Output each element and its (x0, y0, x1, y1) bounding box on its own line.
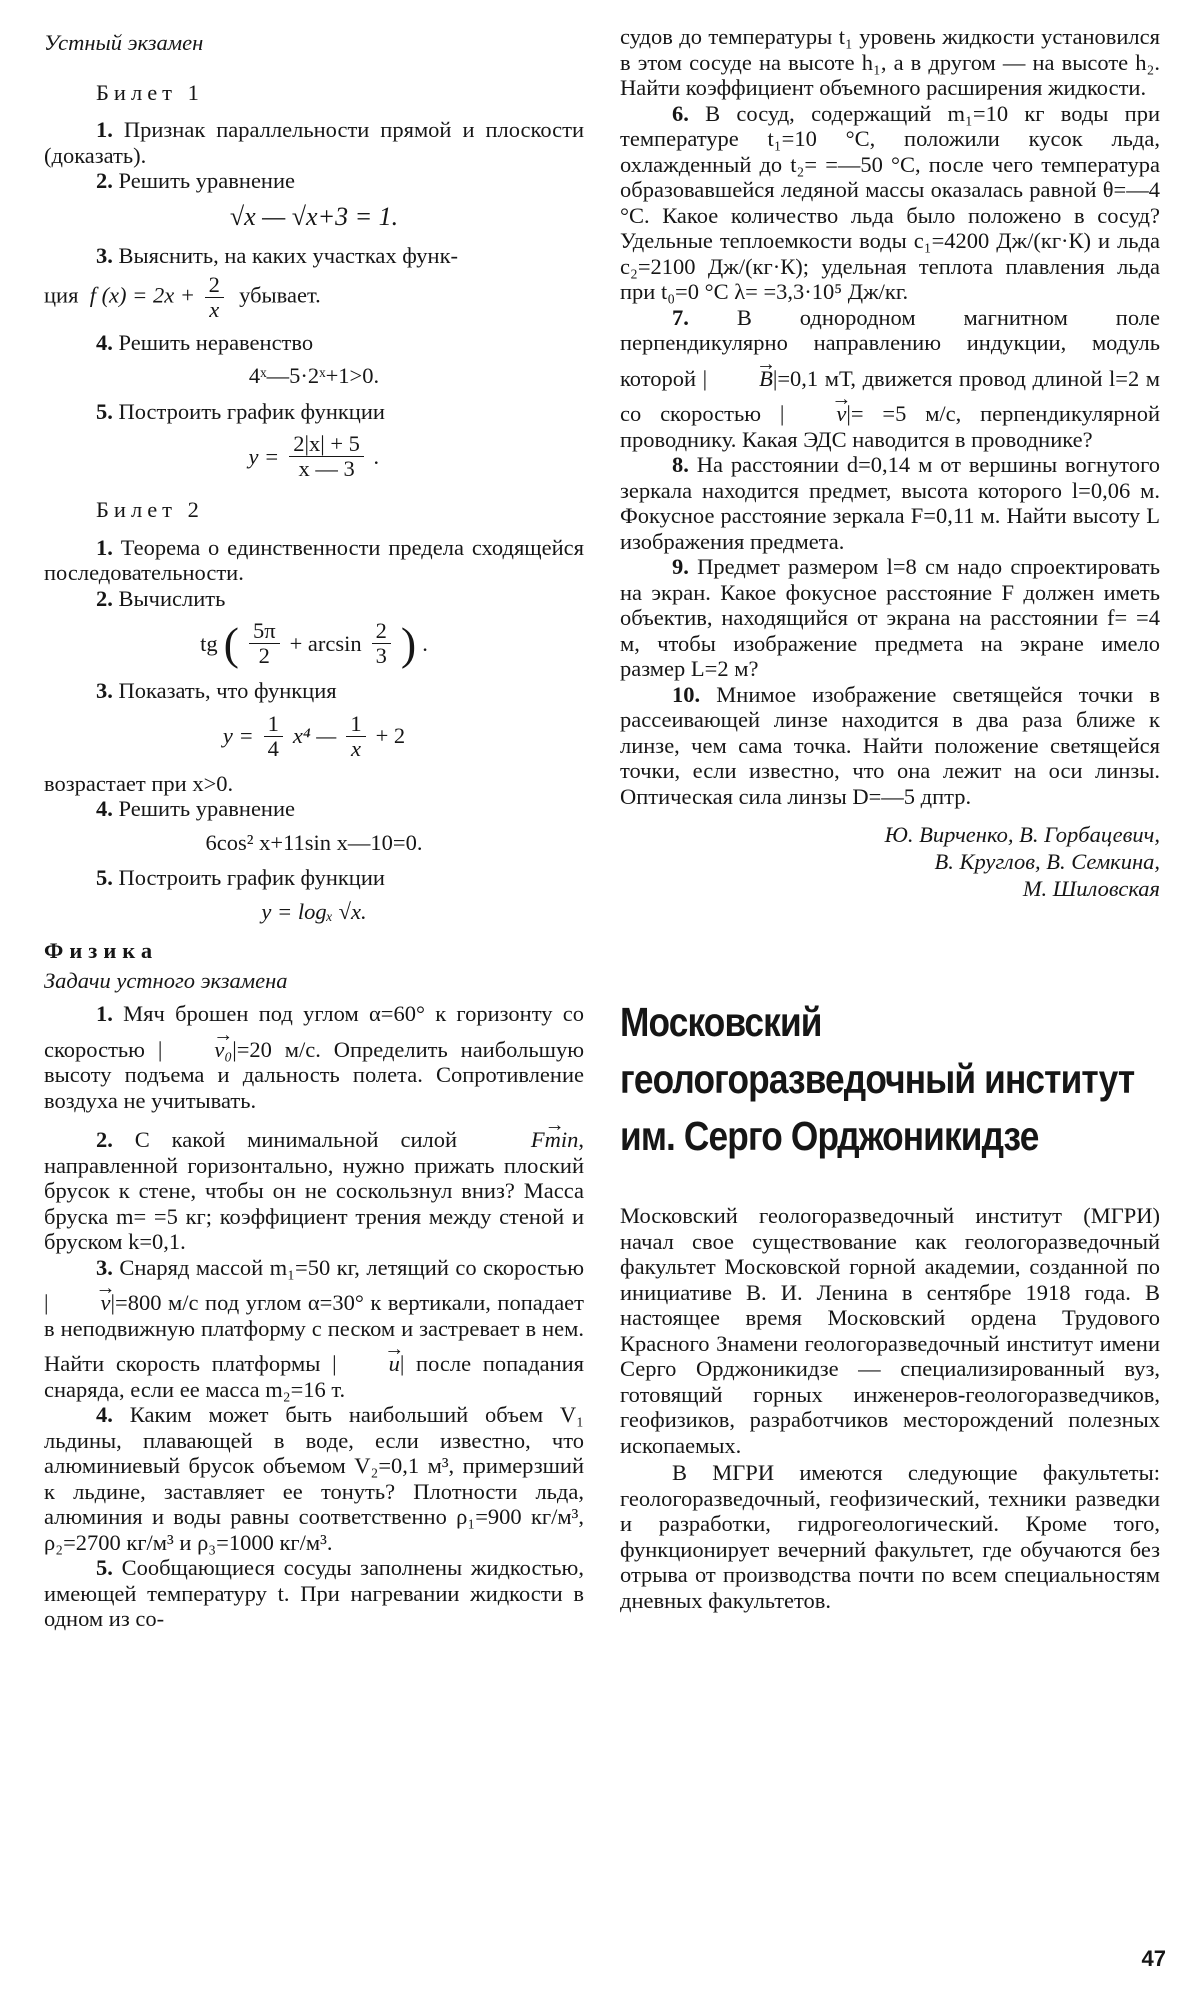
ticket1-item-3: 3. Выяснить, на каких участках функ- (96, 243, 459, 268)
ticket2-function: y = $\frac{1}{4}$ x⁴ — $\frac{1}{x}$ + 2 (222, 710, 406, 761)
ticket2-item-4: 4. Решить уравнение (96, 796, 295, 821)
ticket2-equation: 6cos² x+11sin x—10=0. (205, 829, 423, 855)
physics-problem-8: 8. На расстоянии d=0,14 м от вершины вогнутого зеркала находится предмет, высота которого l=0,06 м. Фокусное расстояние зеркала F=0,11 м. Найти высоту L изображения предмета. (620, 452, 1161, 554)
ticket1-inequality: 4ˣ—5·2ˣ+1>0. (248, 363, 380, 388)
ticket2-item-3: 3. Показать, что функция (96, 678, 337, 703)
ticket1-item-3-cont: ция f (x) = 2x + $\frac{2}{x}$ убывает. (44, 271, 321, 322)
right-column (620, 24, 1160, 1613)
ticket1-item-2: 2. Решить уравнение (96, 168, 295, 193)
ticket2-item-2: 2. Вычислить (96, 585, 226, 611)
ticket1-equation: √x — √x+3 = 1. (229, 201, 399, 231)
physics-problem-3: 3. Снаряд массой m₁=50 кг, летящий со скоростью |→ v|=800 м/с под углом α=30° к вертикали, попадает в неподвижную платформу с песком и застревает в нем. Найти скорость платформы |→ u| после попадания снаряда, если ее масса m₂=16 т. (44, 1255, 584, 1403)
ticket1-item-4: 4. Решить неравенство (96, 329, 314, 355)
ticket2-log-function: y = logₓ √x. (261, 898, 367, 924)
physics-heading: Физика (44, 938, 159, 963)
physics-problem-5-cont: судов до температуры t₁ уровень жидкости установился в этом сосуде на высоте h₁, а в другом — на высоте h₂. Найти коэффициент объемного расширения жидкости. (620, 24, 1160, 100)
physics-problem-4: 4. Каким может быть наибольший объем V₁ льдины, плавающей в воде, если известно, что алюминиевый брусок объемом V₂=0,1 м³, примерзший к льдине, заставляет ее тонуть? Плотности льда, алюминия и воды равны соответственно ρ₁=900 кг/м³, ρ₂=2700 кг/м³ и ρ₃=1000 кг/м³. (44, 1402, 584, 1555)
institute-paragraph-2: В МГРИ имеются следующие факультеты: геологоразведочный, геофизический, техники разведки и разработки, гидрогеологический. Кроме того, функционирует вечерний факультет, где обучаются без отрыва от производства почти по всем специальностям дневных факультетов. (620, 1460, 1160, 1613)
physics-problem-10: 10. Мнимое изображение светящейся точки в рассеивающей линзе находится в два раза ближе к линзе, чем сама точка. Найти положение светящейся точки, если известно, что она лежит на оси линзы. Оптическая сила линзы D=—5 дптр. (620, 681, 1161, 809)
ticket2-expression: tg ( $\frac{5\pi}{2}$ + arcsin $\frac{2}{3}$ ) . (200, 617, 428, 669)
ticket2-item-5: 5. Построить график функции (96, 865, 385, 890)
physics-subheading: Задачи устного экзамена (44, 967, 288, 993)
ticket1-item-1: 1. Признак параллельности прямой и плоскости (доказать). (44, 117, 584, 168)
physics-problem-5: 5. Сообщающиеся сосуды заполнены жидкостью, имеющей температуру t. При нагревании жидкости в одном из со- (44, 1555, 584, 1631)
exam-heading: Устный экзамен (44, 30, 204, 55)
authors: Ю. Вирченко, В. Горбацевич, В. Круглов, В. Семкина, М. Шиловская (884, 822, 1160, 901)
physics-problem-1: 1. Мяч брошен под углом α=60° к горизонту со скоростью |→ v₀|=20 м/с. Определить наибольшую высоту подъема и дальность полета. Сопротивление воздуха не учитывать. (44, 1001, 584, 1113)
physics-problem-9: 9. Предмет размером l=8 см надо спроектировать на экран. Какое фокусное расстояние F должен иметь объектив, находящийся от экрана на расстоянии f= =4 м, чтобы изображение предмета на экране имело размер L=2 м? (620, 554, 1160, 681)
ticket1-item-5: 5. Построить график функции (96, 398, 385, 424)
physics-problem-7: 7. В однородном магнитном поле перпендикулярно направлению индукции, модуль которой |→ B|=0,1 мТ, движется провод длиной l=2 м со скоростью |→ v|= =5 м/с, перпендикулярной проводнику. Какая ЭДС наводится в проводнике? (620, 305, 1160, 453)
page-number: 47 (1141, 1945, 1166, 1971)
ticket2-item-1: 1. Теорема о единственности предела сходящейся последовательности. (44, 534, 584, 585)
physics-problem-6: 6. В сосуд, содержащий m₁=10 кг воды при температуре t₁=10 °С, положили кусок льда, охлажденный до t₂= =—50 °С, после чего температура образовавшейся ледяной массы оказалась равной θ=—4 °С. Какое количество льда было положено в сосуд? Удельные теплоемкости воды c₁=4200 Дж/(кг·К) и льда c₂=2100 Дж/(кг·К); удельная теплота плавления льда при t₀=0 °С λ= =3,3·10⁵ Дж/кг. (620, 100, 1160, 304)
ticket-2-label: Билет 2 (96, 497, 204, 522)
left-column (44, 24, 584, 1632)
ticket2-item-3-cont: возрастает при x>0. (44, 770, 234, 796)
physics-problem-2: 2. С какой минимальной силой → Fmin, направленной горизонтально, нужно прижать плоский брусок к стене, чтобы он не соскользнул вниз? Масса бруска m= =5 кг; коэффициент трения между стеной и бруском k=0,1. (44, 1117, 584, 1255)
institute-title: Московский геологоразведочный институт им. Серго Орджоникидзе (620, 999, 1135, 1159)
ticket1-function: y = $\frac{2|x| + 5}{x — 3}$ . (248, 431, 380, 481)
institute-paragraph-1: Московский геологоразведочный институт (МГРИ) начал свое существование как геологоразведочный факультет Московской горной академии, созданной по инициативе В. И. Ленина в сентябре 1918 года. В настоящее время Московский ордена Трудового Красного Знамени геологоразведочный институт имени Серго Орджоникидзе — специализированный вуз, готовящий горных инженеров-геологоразведчиков, геофизиков, разработчиков месторождений полезных ископаемых. (620, 1203, 1160, 1458)
ticket-1-label: Билет 1 (96, 79, 204, 105)
